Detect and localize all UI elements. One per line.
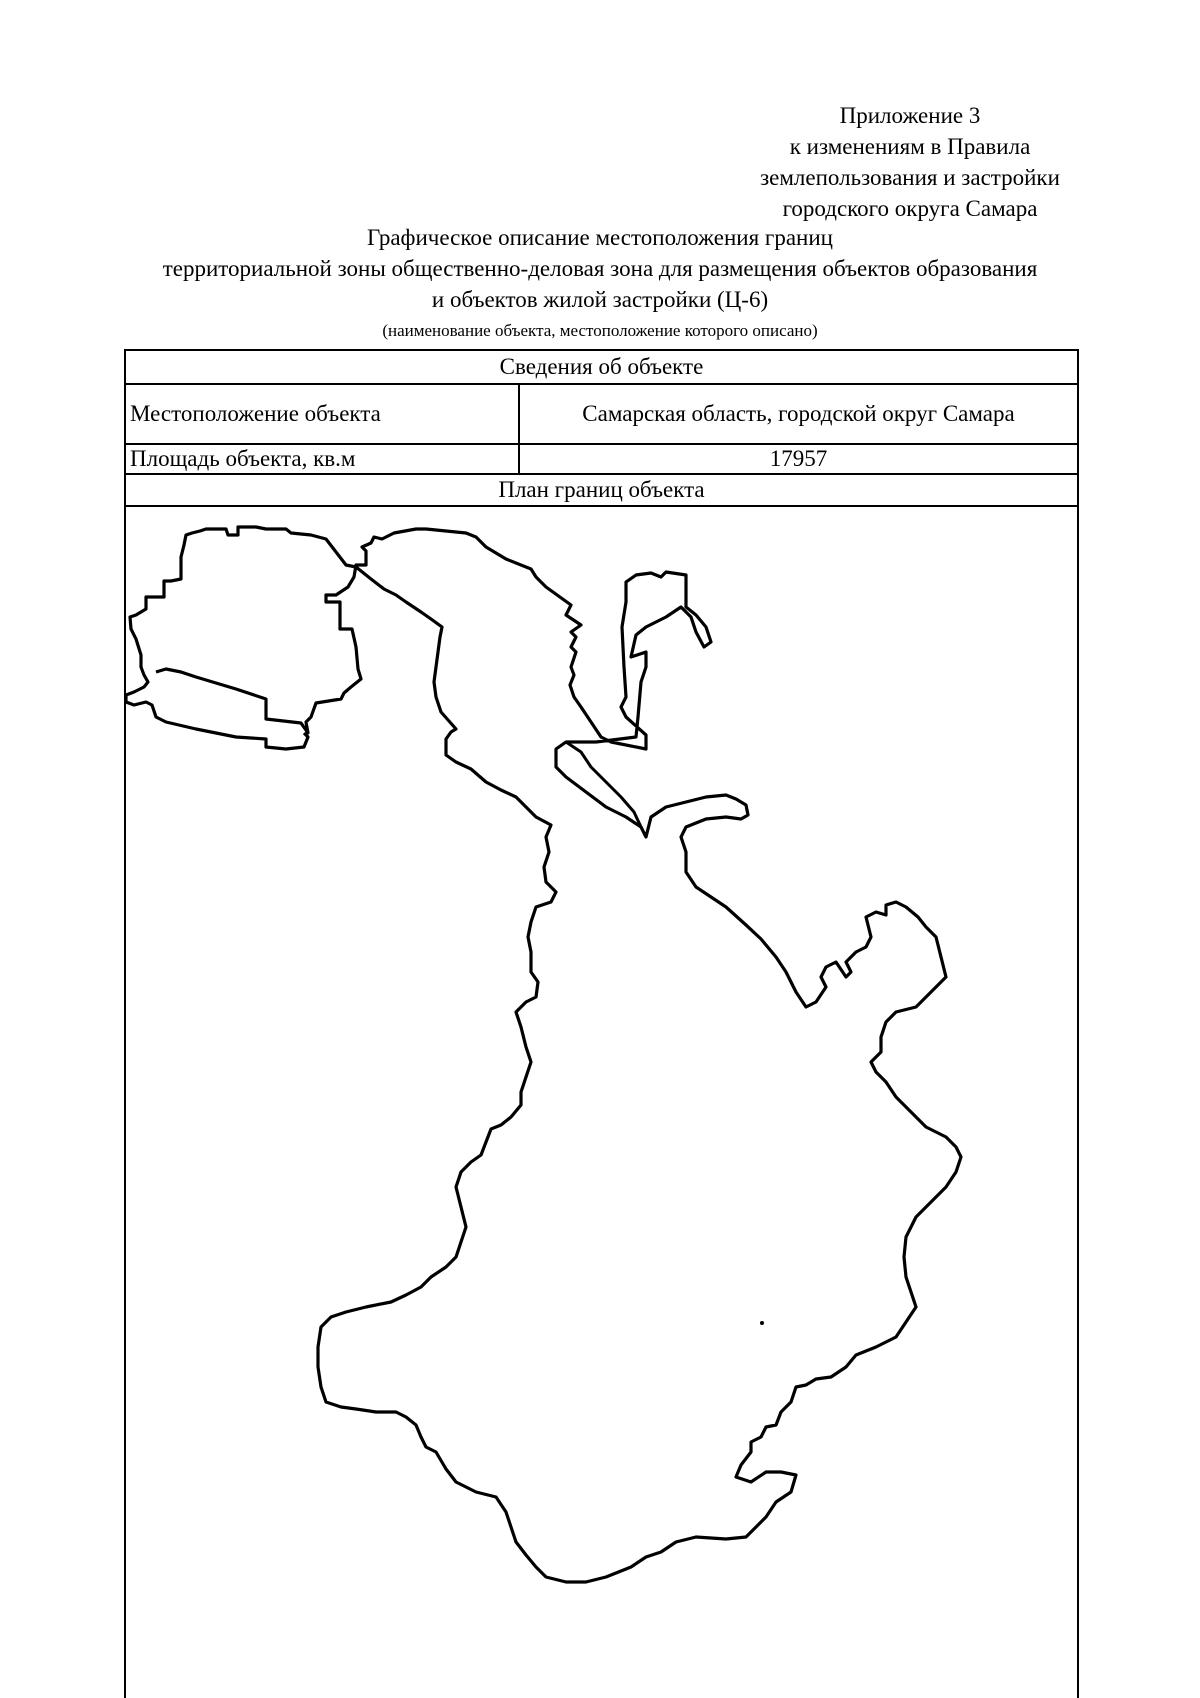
location-label: Местоположение объекта xyxy=(126,385,520,443)
section-title-row xyxy=(126,351,1077,385)
survey-point-marker xyxy=(760,1321,764,1325)
location-value: Самарская область, городской округ Самара xyxy=(582,401,1015,426)
zone-boundary-outline xyxy=(156,529,961,1582)
plan-title-row xyxy=(126,475,1077,507)
document-title xyxy=(110,222,1090,315)
location-row xyxy=(126,385,1077,445)
zone-boundary-west-lobe xyxy=(126,527,356,749)
section-title: Сведения об объекте xyxy=(499,354,704,379)
appendix-line-3: землепользования и застройки xyxy=(760,165,1060,190)
area-label: Площадь объекта, кв.м xyxy=(126,445,520,473)
appendix-header xyxy=(700,100,1120,224)
appendix-line-4: городского округа Самара xyxy=(782,196,1038,221)
appendix-line-2: к изменениям в Правила xyxy=(789,134,1031,159)
area-row xyxy=(126,445,1077,475)
object-info-table xyxy=(124,349,1079,1698)
title-line-1: Графическое описание местоположения границ xyxy=(367,225,833,250)
object-name-caption: (наименование объекта, местоположение которого описано) xyxy=(382,321,818,340)
appendix-line-1: Приложение 3 xyxy=(839,103,981,128)
plan-title: План границ объекта xyxy=(498,477,705,502)
area-value: 17957 xyxy=(769,446,828,471)
title-line-3: и объектов жилой застройки (Ц-6) xyxy=(431,287,769,312)
title-line-2: территориальной зоны общественно-деловая зона для размещения объектов образования xyxy=(162,256,1038,281)
boundary-plan-map xyxy=(126,507,1077,1698)
